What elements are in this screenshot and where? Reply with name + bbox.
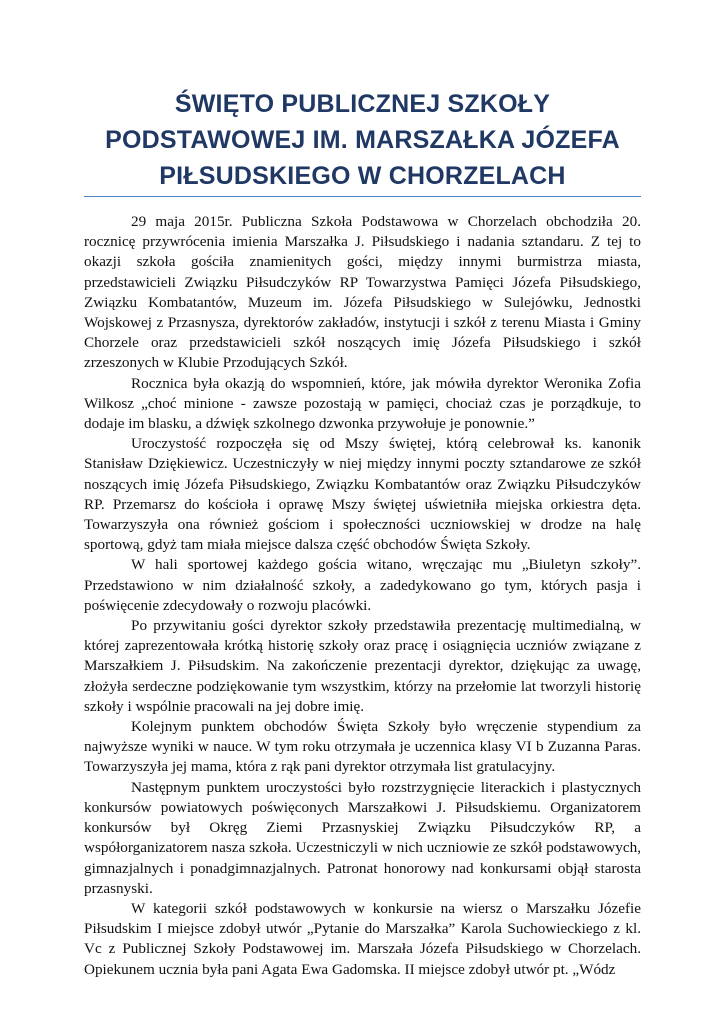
paragraph: W hali sportowej każdego gościa witano, wręczając mu „Biuletyn szkoły”. Przedstawiono w nim działalność szkoły, a zadedykowano go tym, których pasja i poświęcenie zdecydowały o rozwoju placówki. bbox=[84, 556, 641, 614]
paragraph: 29 maja 2015r. Publiczna Szkoła Podstawowa w Chorzelach obchodziła 20. rocznicę przywrócenia imienia Marszałka J. Piłsudskiego i nadania sztandaru. Z tej to okazji szkoła gościła znamienitych gości, między innymi burmistrza miasta, przedstawicieli Związku Piłsudczyków RP Towarzystwa Pamięci Józefa Piłsudskiego, Związku Kombatantów, Muzeum im. Józefa Piłsudskiego w Sulejówku, Jednostki Wojskowej z Przasnysza, dyrektorów zakładów, instytucji i szkół z terenu Miasta i Gminy Chorzele oraz przedstawicieli szkół noszących imię Józefa Piłsudskiego i szkół zrzeszonych w Klubie Przodujących Szkół. bbox=[84, 213, 641, 372]
document-body bbox=[84, 212, 641, 980]
paragraph: Rocznica była okazją do wspomnień, które, jak mówiła dyrektor Weronika Zofia Wilkosz „choć minione - zawsze pozostają w pamięci, chociaż czas je porządkuje, to dodaje im blasku, a dźwięk szkolnego dzwonka przywołuje je ponownie.” bbox=[84, 374, 641, 433]
paragraph: Następnym punktem uroczystości było rozstrzygnięcie literackich i plastycznych konkursów powiatowych poświęconych Marszałkowi J. Piłsudskiemu. Organizatorem konkursów był Okręg Ziemi Przasnyskiej Związku Piłsudczyków RP, a współorganizatorem nasza szkoła. Uczestniczyli w nich uczniowie ze szkół podstawowych, gimnazjalnych i ponadgimnazjalnych. Patronat honorowy nad konkursami objął starosta przasnyski. bbox=[84, 778, 641, 897]
paragraph: Uroczystość rozpoczęła się od Mszy świętej, którą celebrował ks. kanonik Stanisław Dziękiewicz. Uczestniczyły w niej między innymi poczty sztandarowe ze szkół noszących imię Józefa Piłsudskiego, Związku Kombatantów oraz Związku Piłsudczyków RP. Przemarsz do kościoła i oprawę Mszy świętej uświetniła miejska orkiestra dęta. Towarzyszyła ona również gościom i społeczności uczniowskiej w drodze na halę sportową, gdyż tam miała miejsce dalsza część obchodów Święta Szkoły. bbox=[84, 435, 641, 554]
paragraph: Kolejnym punktem obchodów Święta Szkoły było wręczenie stypendium za najwyższe wyniki w nauce. W tym roku otrzymała je uczennica klasy VI b Zuzanna Paras. Towarzyszyła jej mama, która z rąk pani dyrektor otrzymała list gratulacyjny. bbox=[84, 718, 641, 776]
document-title: ŚWIĘTO PUBLICZNEJ SZKOŁY PODSTAWOWEJ IM. MARSZAŁKA JÓZEFA PIŁSUDSKIEGO W CHORZELACH bbox=[105, 90, 620, 190]
paragraph: W kategorii szkół podstawowych w konkursie na wiersz o Marszałku Józefie Piłsudskim I miejsce zdobył utwór „Pytanie do Marszałka” Karola Suchowieckiego z kl. Vc z Publicznej Szkoły Podstawowej im. Marszała Józefa Piłsudskiego w Chorzelach. Opiekunem ucznia była pani Agata Ewa Gadomska. II miejsce zdobył utwór pt. „Wódz bbox=[84, 899, 641, 978]
title-divider bbox=[84, 196, 641, 197]
paragraph: Po przywitaniu gości dyrektor szkoły przedstawiła prezentację multimedialną, w której zaprezentowała krótką historię szkoły oraz pracę i osiągnięcia uczniów związane z Marszałkiem J. Piłsudskim. Na zakończenie prezentacji dyrektor, dziękując za uwagę, złożyła serdeczne podziękowanie tym wszystkim, którzy na przełomie lat tworzyli historię szkoły i wspólnie pracowali na jej dobre imię. bbox=[84, 617, 641, 715]
